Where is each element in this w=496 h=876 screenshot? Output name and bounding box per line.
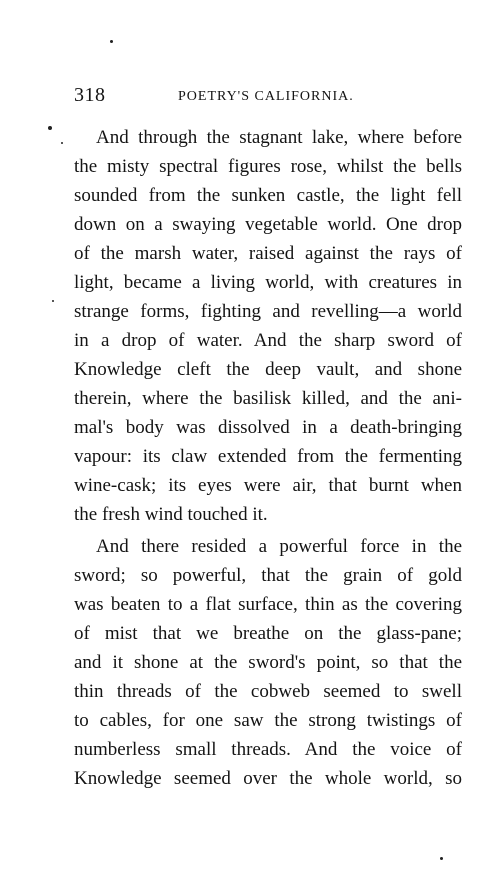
text-line: light, became a living world, with creatures in [74,272,462,293]
text-line: And there resided a powerful force in the [96,536,462,557]
text-line: of mist that we breathe on the glass-pane; [74,623,462,644]
print-speck [110,40,113,43]
text-line: strange forms, fighting and revelling—a world [74,301,462,322]
text-line: the fresh wind touched it. [74,504,268,525]
text-line: vapour: its claw extended from the fermenting [74,446,462,467]
text-line: Knowledge cleft the deep vault, and shone [74,359,462,380]
text-line: sounded from the sunken castle, the light fell [74,185,462,206]
page-header [74,84,464,110]
paragraph-1 [74,123,462,529]
text-line: thin threads of the cobweb seemed to swell [74,681,462,702]
text-line: And through the stagnant lake, where before [96,127,462,148]
print-speck [61,142,63,144]
text-line: down on a swaying vegetable world. One drop [74,214,462,235]
text-line: therein, where the basilisk killed, and the ani- [74,388,462,409]
print-speck [48,126,52,130]
paragraph-2 [74,532,462,793]
text-line: mal's body was dissolved in a death-bringing [74,417,462,438]
text-line: was beaten to a flat surface, thin as the covering [74,594,462,615]
text-line: to cables, for one saw the strong twistings of [74,710,462,731]
print-speck [440,857,443,860]
text-line: the misty spectral figures rose, whilst the bells [74,156,462,177]
print-speck [52,300,54,302]
text-line: sword; so powerful, that the grain of gold [74,565,462,586]
page-number: 318 [74,84,106,106]
text-line: Knowledge seemed over the whole world, so [74,768,462,789]
text-line: in a drop of water. And the sharp sword of [74,330,462,351]
text-line: numberless small threads. And the voice of [74,739,462,760]
body-text [74,123,462,793]
text-line: wine-cask; its eyes were air, that burnt when [74,475,462,496]
text-line: and it shone at the sword's point, so that the [74,652,462,673]
text-line: of the marsh water, raised against the rays of [74,243,462,264]
running-title: POETRY'S CALIFORNIA. [178,89,354,104]
